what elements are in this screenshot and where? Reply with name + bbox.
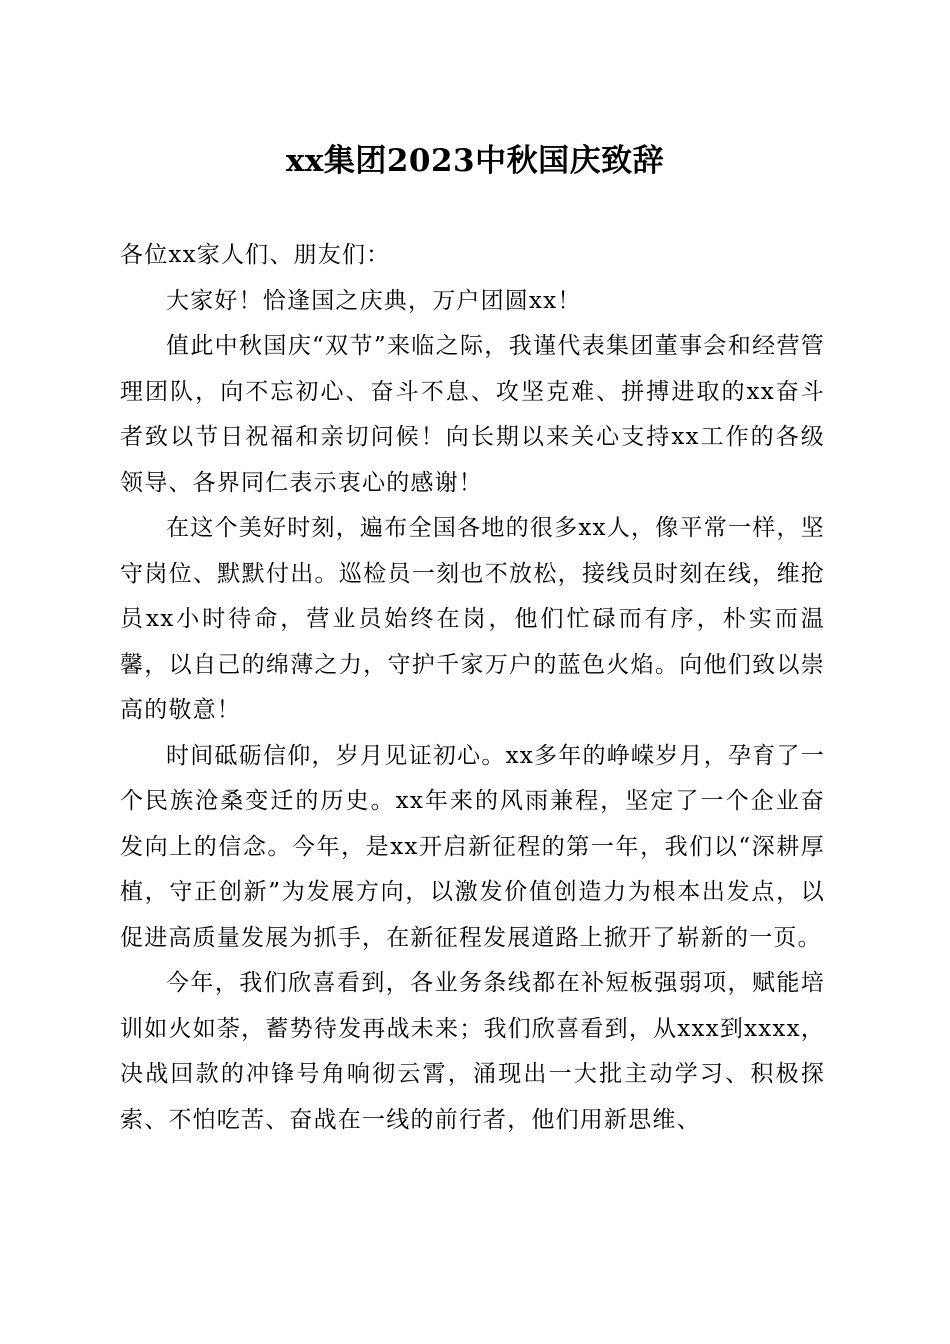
paragraph-history: 时间砥砺信仰，岁月见证初心。xx多年的峥嵘岁月，孕育了一个民族沧桑变迁的历史。xx年来的风雨兼程，坚定了一个企业奋发向上的信念。今年，是xx开启新征程的第一年，我们以“深耕厚植，守正创新”为发展方向，以激发价值创造力为根本出发点，以促进高质量发展为抓手，在新征程发展道路上掀开了崭新的一页。	[120, 742, 825, 951]
paragraph-festival-greetings: 值此中秋国庆“双节”来临之际，我谨代表集团董事会和经营管理团队，向不忘初心、奋斗不息、攻坚克难、拼搏进取的xx奋斗者致以节日祝福和亲切问候！向长期以来关心支持xx工作的各级领导、各界同仁表示衷心的感谢！	[120, 333, 825, 496]
paragraph-frontline-workers: 在这个美好时刻，遍布全国各地的很多xx人，像平常一样，坚守岗位、默默付出。巡检员一刻也不放松，接线员时刻在线，维抢员xx小时待命，营业员始终在岗，他们忙碌而有序，朴实而温馨，以自己的绵薄之力，守护千家万户的蓝色火焰。向他们致以崇高的敬意！	[120, 515, 825, 723]
salutation: 各位xx家人们、朋友们：	[120, 242, 391, 268]
paragraph-this-year: 今年，我们欣喜看到，各业务条线都在补短板强弱项，赋能培训如火如荼，蓄势待发再战未来；我们欣喜看到，从xxx到xxxx，决战回款的冲锋号角响彻云霄，涌现出一大批主动学习、积极探索、不怕吃苦、奋战在一线的前行者，他们用新思维、	[120, 970, 825, 1133]
greeting-paragraph: 大家好！恰逢国之庆典，万户团圆xx！	[166, 287, 582, 314]
document-title: xx集团2023中秋国庆致辞	[285, 143, 665, 179]
document-body	[120, 233, 825, 1143]
